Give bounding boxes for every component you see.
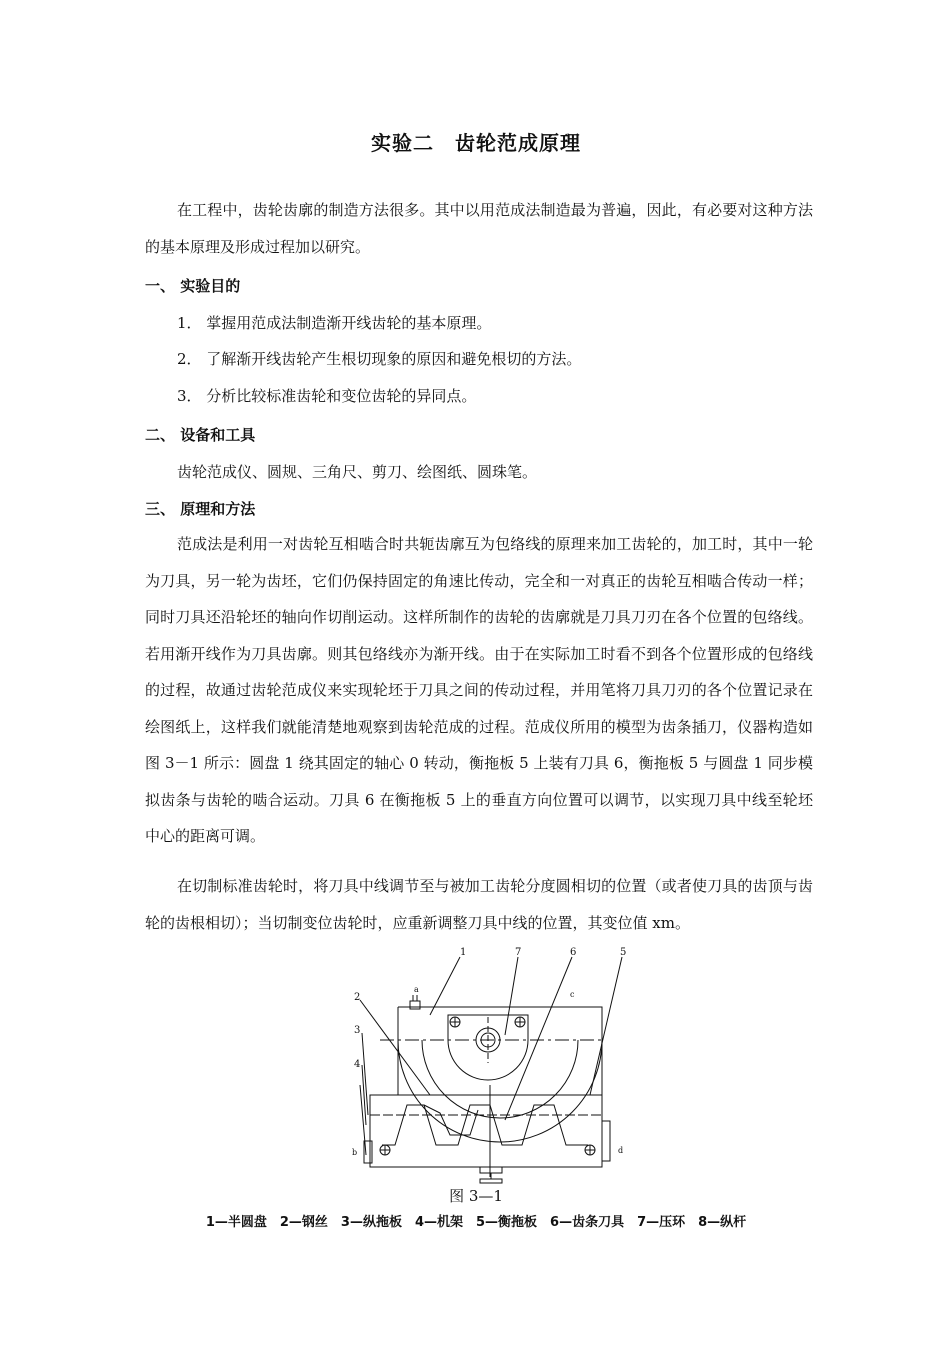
callout-b: b	[352, 1148, 358, 1157]
figure-legend: 1—半圆盘 2—钢丝 3—纵拖板 4—机架 5—衡拖板 6—齿条刀具 7—压环 8—纵杆	[205, 1215, 747, 1230]
callout-5: 5	[620, 947, 627, 958]
upper-housing-outline	[398, 1007, 602, 1095]
objective-item-2: 2． 了解渐开线齿轮产生根切现象的原因和避免根切的方法。	[177, 350, 582, 368]
page-title: 实验二 齿轮范成原理	[371, 131, 581, 155]
rack-slider	[370, 1095, 602, 1167]
principle-paragraph-1: 范成法是利用一对齿轮互相啮合时共轭齿廓互为包络线的原理来加工齿轮的，加工时，其中一轮为刀具，另一轮为齿坯，它们仍保持固定的角速比传动，完全和一对真正的齿轮互相啮合传动一样；同时刀具还沿轮坯的轴向作切削运动。这样所制作的齿轮的齿廓就是刀具刀刃在各个位置的包络线。若用渐开线作为刀具齿廓。则其包络线亦为渐开线。由于在实际加工时看不到各个位置形成的包络线的过程，故通过齿轮范成仪来实现轮坯于刀具之间的传动过程，并用笔将刀具刀刃的各个位置记录在绘图纸上，这样我们就能清楚地观察到齿轮范成的过程。范成仪所用的模型为齿条插刀，仪器构造如图 3－1 所示：圆盘 1 绕其固定的轴心 0 转动，衡拖板 5 上装有刀具 6，衡拖板 5 与圆盘 1 同步模拟齿条与齿轮的啮合运动。刀具 6 在衡拖板 5 上的垂直方向位置可以调节，以实现刀具中线至轮坯中心的距离可调。	[145, 535, 813, 845]
intro-paragraph: 在工程中，齿轮齿廓的制造方法很多。其中以用范成法制造最为普遍，因此，有必要对这种方法的基本原理及形成过程加以研究。	[145, 201, 813, 256]
gear-generator-diagram	[340, 945, 640, 1185]
callout-1: 1	[460, 947, 467, 958]
section-heading-equipment: 二、 设备和工具	[145, 426, 256, 444]
half-disc-outline	[398, 1040, 602, 1142]
callout-d: d	[618, 1146, 624, 1155]
callout-7: 7	[515, 947, 522, 958]
objective-item-1: 1． 掌握用范成法制造渐开线齿轮的基本原理。	[177, 314, 492, 332]
section-heading-principle: 三、 原理和方法	[145, 500, 256, 518]
callout-c: c	[570, 990, 575, 999]
equipment-list: 齿轮范成仪、圆规、三角尺、剪刀、绘图纸、圆珠笔。	[177, 463, 538, 481]
callout-a: a	[414, 985, 419, 994]
callout-2: 2	[354, 992, 361, 1003]
objective-item-3: 3． 分析比较标准齿轮和变位齿轮的异同点。	[177, 387, 477, 405]
callout-3: 3	[354, 1025, 361, 1036]
section-heading-objectives: 一、 实验目的	[145, 277, 241, 295]
figure-caption: 图 3—1	[449, 1187, 503, 1205]
callout-6: 6	[570, 947, 577, 958]
principle-paragraph-2: 在切制标准齿轮时，将刀具中线调节至与被加工齿轮分度圆相切的位置（或者使刀具的齿顶与齿轮的齿根相切）；当切制变位齿轮时，应重新调整刀具中线的位置，其变位值 xm。	[145, 877, 813, 932]
callout-4: 4	[354, 1059, 361, 1070]
